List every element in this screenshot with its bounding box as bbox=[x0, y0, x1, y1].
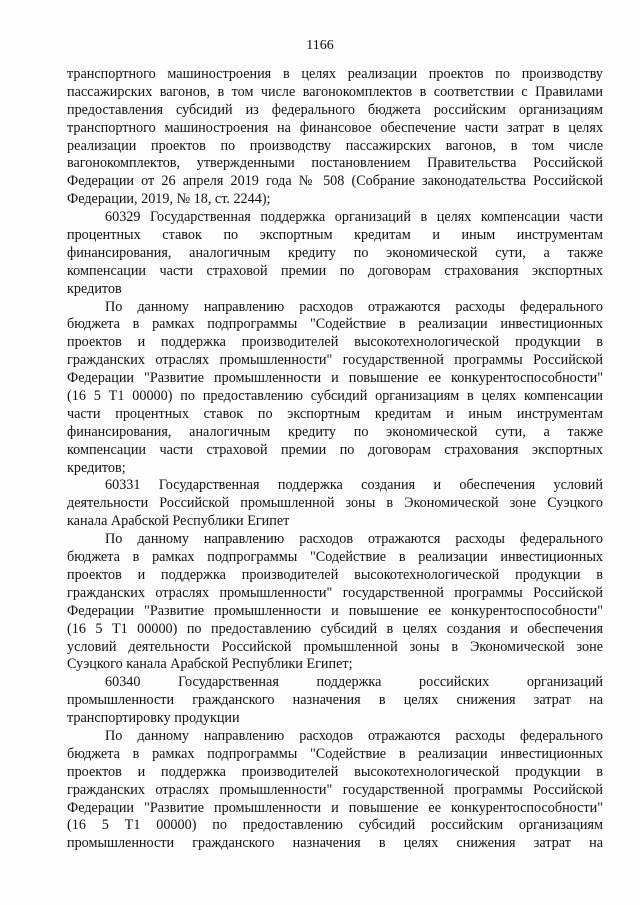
text-line: бюджета в рамках подпрограммы "Содействие в реализации инвестиционных bbox=[67, 549, 603, 566]
text-line: проектов и поддержка производителей высокотехнологической продукции в bbox=[67, 566, 603, 583]
text-line: транспортного машиностроения в целях реализации проектов по производству bbox=[67, 66, 603, 82]
paragraph-60329 bbox=[67, 299, 603, 478]
text-line: Федерации, 2019, № 18, ст. 2244); bbox=[67, 191, 271, 208]
text-line: транспортировку продукции bbox=[67, 710, 240, 727]
text-line: промышленности гражданского назначения в целях снижения затрат на bbox=[67, 692, 603, 709]
text-line: предоставления субсидий из федерального бюджета российским организациям bbox=[67, 101, 603, 118]
text-line: пассажирских вагонов, в том числе вагонокомплектов в соответствии с Правилами bbox=[67, 83, 603, 100]
text-line: гражданских отраслях промышленности" государственной программы Российской bbox=[67, 352, 603, 369]
text-line: По данному направлению расходов отражаются расходы федерального bbox=[105, 727, 603, 744]
document-body bbox=[67, 66, 603, 853]
text-line: компенсации части страховой премии по договорам страхования экспортных bbox=[67, 262, 603, 279]
text-line: Федерации "Развитие промышленности и повышение ее конкурентоспособности" bbox=[67, 799, 603, 816]
text-line: вагонокомплектов, утвержденными постановлением Правительства Российской bbox=[67, 155, 603, 172]
text-line: реализации проектов по производству пассажирских вагонов, в том числе bbox=[67, 137, 603, 154]
text-line: финансирования, аналогичным кредиту по экономической сути, а также bbox=[67, 244, 603, 261]
text-line: По данному направлению расходов отражаются расходы федерального bbox=[105, 298, 603, 315]
text-line: По данному направлению расходов отражаются расходы федерального bbox=[105, 531, 603, 548]
text-line: гражданских отраслях промышленности" государственной программы Российской bbox=[67, 584, 603, 601]
text-line: кредитов bbox=[67, 280, 122, 297]
text-line: деятельности Российской промышленной зоны в Экономической зоне Суэцкого bbox=[67, 495, 603, 512]
text-line: (16 5 Т1 00000) по предоставлению субсидий в целях создания и обеспечения bbox=[67, 620, 603, 637]
text-line: Федерации "Развитие промышленности и повышение ее конкурентоспособности" bbox=[67, 370, 603, 387]
paragraph-60331 bbox=[67, 531, 603, 674]
text-line: части процентных ставок по экспортным кредитам и иным инструментам bbox=[67, 405, 603, 422]
text-line: канала Арабской Республики Египет bbox=[67, 513, 290, 530]
text-line: бюджета в рамках подпрограммы "Содействие в реализации инвестиционных bbox=[67, 745, 603, 762]
paragraph-continuation bbox=[67, 66, 603, 209]
text-line: 60329 Государственная поддержка организаций в целях компенсации части bbox=[105, 209, 603, 226]
text-line: Федерации от 26 апреля 2019 года № 508 (Собрание законодательства Российской bbox=[67, 173, 603, 190]
text-line: (16 5 Т1 00000) по предоставлению субсидий российским организациям bbox=[67, 817, 603, 834]
paragraph-60340 bbox=[67, 728, 603, 853]
text-line: проектов и поддержка производителей высокотехнологической продукции в bbox=[67, 334, 603, 351]
text-line: 60331 Государственная поддержка создания и обеспечения условий bbox=[105, 477, 603, 494]
text-line: гражданских отраслях промышленности" государственной программы Российской bbox=[67, 781, 603, 798]
text-line: кредитов; bbox=[67, 459, 126, 476]
text-line: (16 5 Т1 00000) по предоставлению субсидий организациям в целях компенсации bbox=[67, 388, 603, 405]
text-line: 60340 Государственная поддержка российских организаций bbox=[105, 674, 603, 691]
text-line: проектов и поддержка производителей высокотехнологической продукции в bbox=[67, 763, 603, 780]
text-line: процентных ставок по экспортным кредитам и иным инструментам bbox=[67, 227, 603, 244]
text-line: промышленности гражданского назначения в целях снижения затрат на bbox=[67, 835, 603, 852]
heading-60340 bbox=[67, 674, 603, 728]
text-line: Федерации "Развитие промышленности и повышение ее конкурентоспособности" bbox=[67, 602, 603, 619]
heading-60329 bbox=[67, 209, 603, 298]
text-line: транспортного машиностроения на финансовое обеспечение части затрат в целях bbox=[67, 119, 603, 136]
text-line: финансирования, аналогичным кредиту по экономической сути, а также bbox=[67, 423, 603, 440]
text-line: бюджета в рамках подпрограммы "Содействие в реализации инвестиционных bbox=[67, 316, 603, 333]
heading-60331 bbox=[67, 477, 603, 531]
text-line: условий деятельности Российской промышленной зоны в Экономической зоне bbox=[67, 638, 603, 655]
text-line: Суэцкого канала Арабской Республики Египет; bbox=[67, 656, 353, 673]
text-line: компенсации части страховой премии по договорам страхования экспортных bbox=[67, 441, 603, 458]
page-number: 1166 bbox=[306, 38, 334, 53]
